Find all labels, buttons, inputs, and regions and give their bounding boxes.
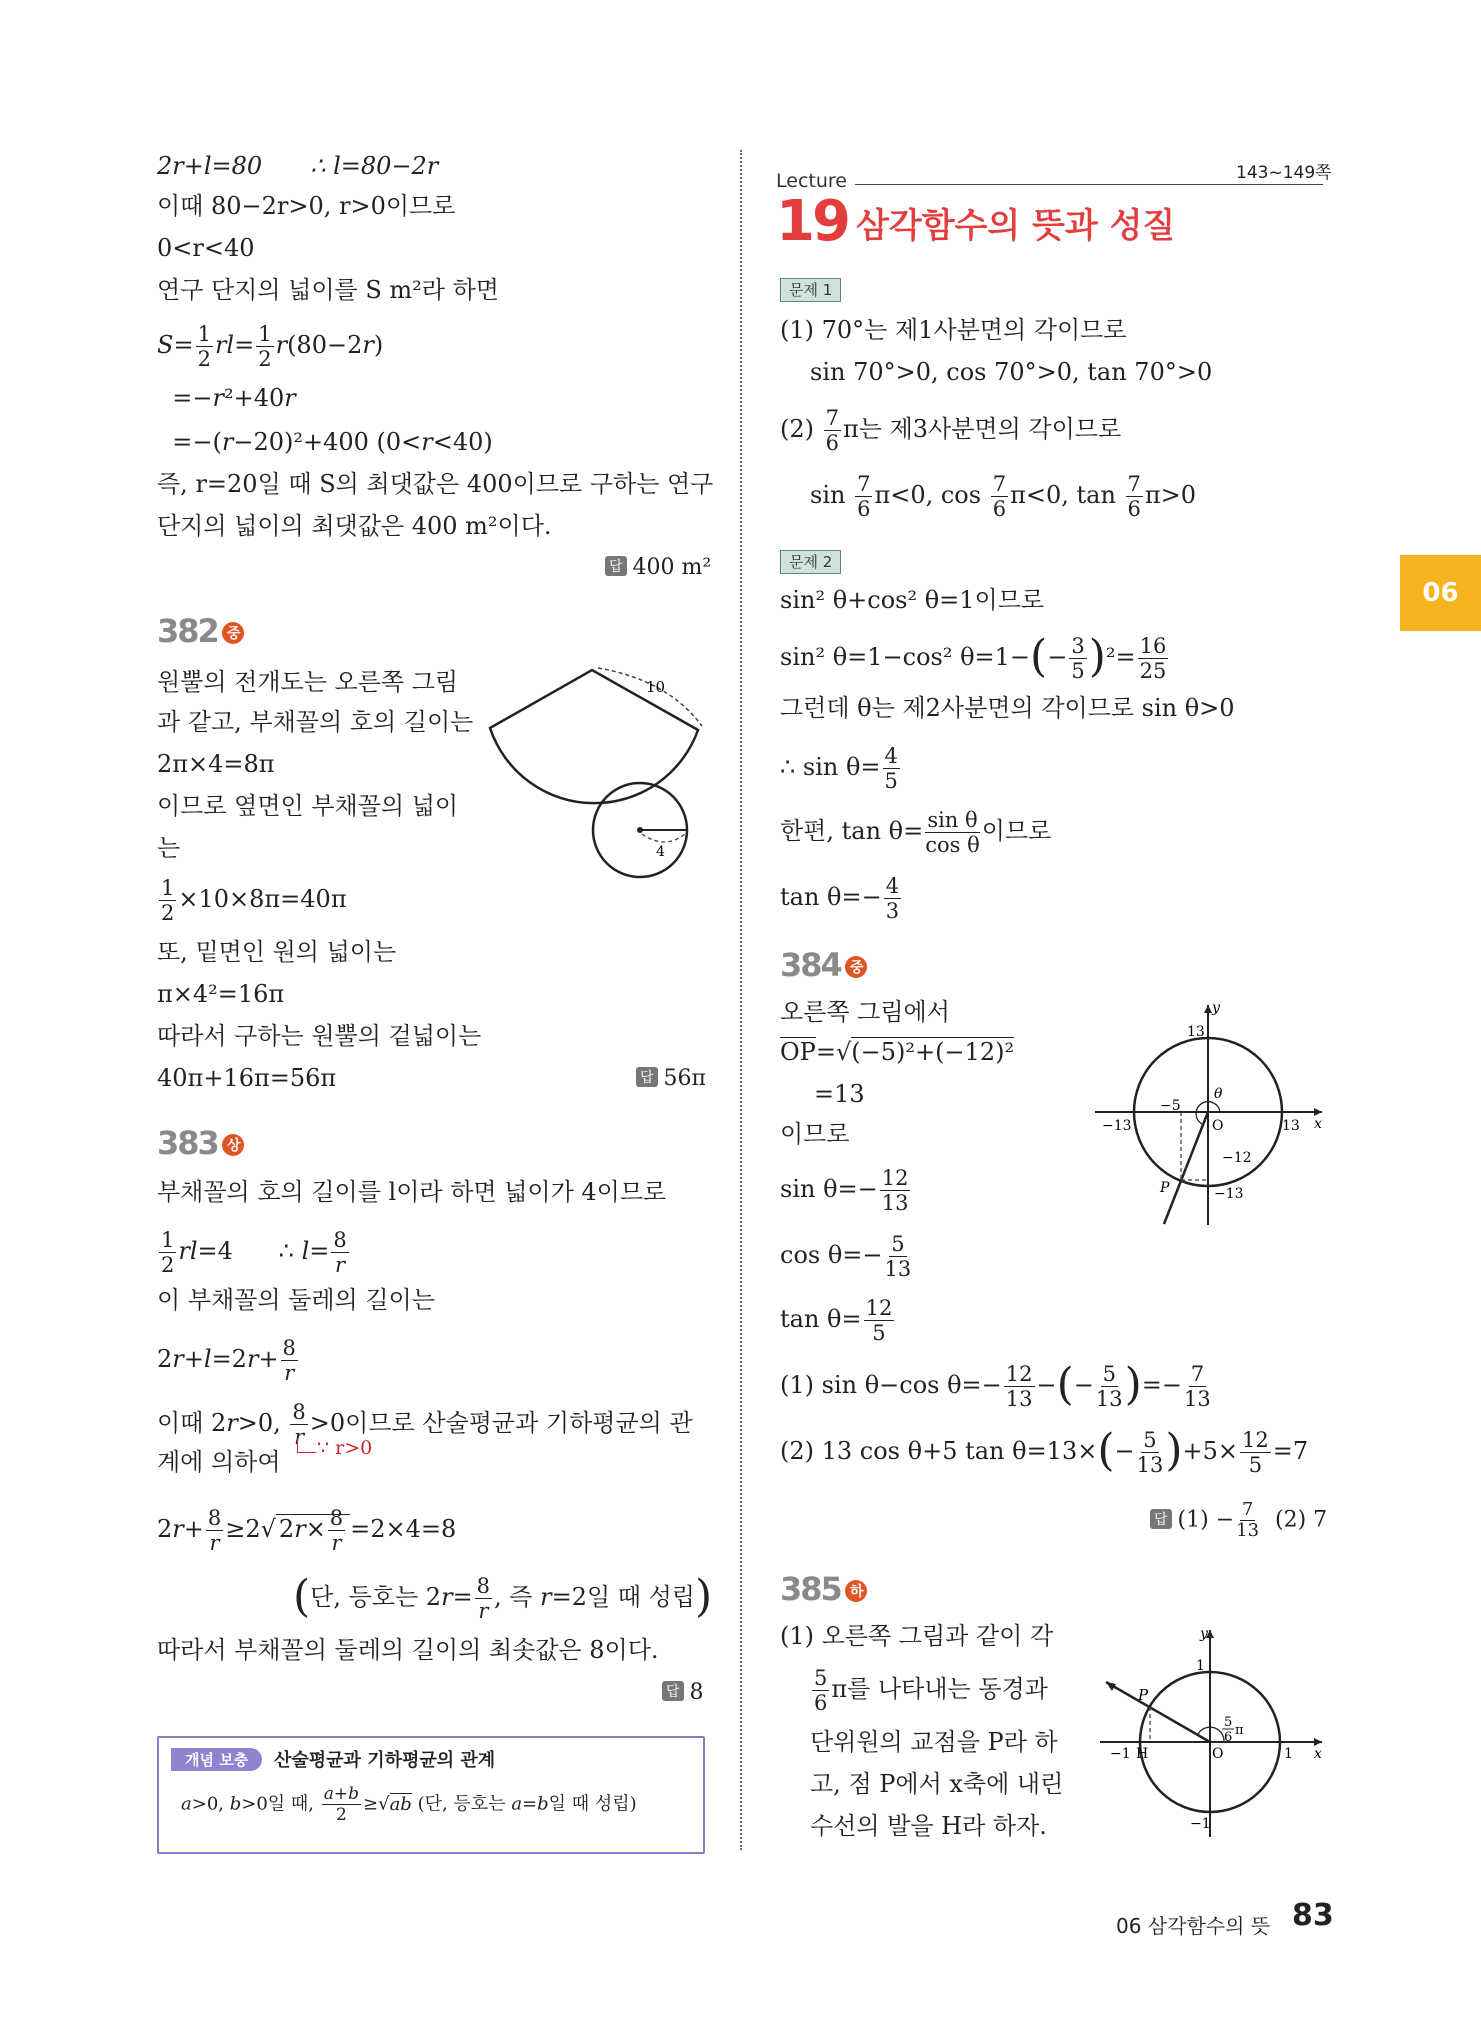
math-line: cos θ=− $\frac{5}{13}$ bbox=[780, 1232, 912, 1281]
text-line: 이므로 bbox=[780, 1120, 850, 1148]
label-4: 4 bbox=[656, 844, 665, 860]
note-text: ∵ r>0 bbox=[317, 1437, 373, 1459]
text-line: (1) 70°는 제1사분면의 각이므로 bbox=[780, 316, 1127, 344]
svg-text:−13: −13 bbox=[1102, 1118, 1132, 1134]
text-line: 오른쪽 그림에서 bbox=[780, 998, 950, 1026]
text-line: 그런데 θ는 제2사분면의 각이므로 sin θ>0 bbox=[780, 694, 1235, 722]
svg-text:−12: −12 bbox=[1222, 1150, 1252, 1166]
cone-net-figure bbox=[480, 660, 720, 890]
text-line: 2r+l=80 ∴ l=80−2r bbox=[157, 152, 439, 180]
text-line: 0<r<40 bbox=[157, 234, 255, 262]
math-line: sin $\frac{7}{6}$ π<0, cos $\frac{7}{6}$ π<0, tan $\frac{7}{6}$ π>0 bbox=[810, 472, 1197, 521]
svg-text:θ: θ bbox=[1214, 1086, 1223, 1102]
answer-icon: 답 bbox=[1150, 1509, 1172, 1529]
text-line: 고, 점 P에서 x축에 내린 bbox=[810, 1770, 1064, 1798]
svg-text:x: x bbox=[1314, 1116, 1322, 1132]
problem-tag-1: 문제 1 bbox=[780, 278, 841, 302]
answer-383: 답 8 bbox=[662, 1680, 704, 1705]
problem-385-number: 385 하 bbox=[780, 1570, 867, 1608]
circle-figure-384 bbox=[1090, 1000, 1330, 1230]
svg-text:−1: −1 bbox=[1190, 1816, 1211, 1832]
svg-text:13: 13 bbox=[1282, 1118, 1300, 1134]
math-line: ∴ sin θ= $\frac{4}{5}$ bbox=[780, 744, 898, 793]
math-line: 한편, tan θ= $\frac{\text{sin θ}}{\text{cos θ}}$ 이므로 bbox=[780, 808, 1052, 857]
math-line: $\frac{1}{2}$ ×10×8π=40π bbox=[161, 876, 347, 925]
problem-384-number: 384 중 bbox=[780, 946, 867, 984]
text-line: 즉, r=20일 때 S의 최댓값은 400이므로 구하는 연구 bbox=[157, 470, 714, 498]
problem-tag-2: 문제 2 bbox=[780, 550, 841, 574]
answer-384: 답 (1) − $\frac{7}{13}$ (2) 7 bbox=[1150, 1500, 1327, 1541]
answer-382: 답 56π bbox=[636, 1066, 706, 1091]
text-line: 단지의 넓이의 최댓값은 400 m²이다. bbox=[157, 512, 552, 540]
svg-text:−13: −13 bbox=[1214, 1186, 1244, 1202]
math-line: tan θ= $\frac{12}{5}$ bbox=[780, 1296, 893, 1345]
text-line: 는 bbox=[157, 834, 181, 862]
text-line: 수선의 발을 H라 하자. bbox=[810, 1812, 1047, 1840]
math-line: 2r+ $\frac{8}{r}$ ≥2√ 2r× $\frac{8}{r}$ =2×4=8 bbox=[157, 1506, 457, 1555]
text-line: sin 70°>0, cos 70°>0, tan 70°>0 bbox=[810, 358, 1213, 386]
text-line: 연구 단지의 넓이를 S m²라 하면 bbox=[157, 276, 499, 304]
text-line: 이므로 옆면인 부채꼴의 넓이 bbox=[157, 792, 459, 820]
math-line: =−(r−20)²+400 (0<r<40) bbox=[157, 428, 493, 456]
chapter-side-tab: 06 bbox=[1400, 555, 1481, 631]
answer-icon: 답 bbox=[636, 1067, 658, 1087]
svg-text:O: O bbox=[1212, 1118, 1224, 1134]
math-line: sin θ=− $\frac{12}{13}$ bbox=[780, 1166, 909, 1215]
svg-text:O: O bbox=[1212, 1746, 1224, 1762]
text-line: (1) 오른쪽 그림과 같이 각 bbox=[780, 1622, 1054, 1650]
math-line: (단, 등호는 2r= $\frac{8}{r}$ , 즉 r=2일 때 성립) bbox=[293, 1571, 713, 1623]
math-line: 이때 2r>0, $\frac{8}{r}$ >0이므로 산술평균과 기하평균의 관 bbox=[157, 1400, 693, 1449]
level-badge: 하 bbox=[845, 1580, 867, 1602]
answer-icon: 답 bbox=[605, 556, 627, 576]
note-tag: 개념 보충 bbox=[171, 1748, 262, 1771]
note-body: a>0, b>0일 때, $\frac{a+b}{2}$ ≥√ab (단, 등호는 a=b일 때 성립) bbox=[181, 1784, 637, 1825]
math-line: sin² θ+cos² θ=1이므로 bbox=[780, 586, 1045, 614]
svg-text:13: 13 bbox=[1187, 1024, 1205, 1040]
header-rule bbox=[855, 184, 1323, 185]
math-line: (2) $\frac{7}{6}$ π는 제3사분면의 각이므로 bbox=[780, 406, 1122, 455]
text-line: 부채꼴의 호의 길이를 l이라 하면 넓이가 4이므로 bbox=[157, 1178, 667, 1206]
svg-text:P: P bbox=[1138, 1686, 1149, 1704]
note-title: 산술평균과 기하평균의 관계 bbox=[274, 1750, 496, 1771]
text-line: 40π+16π=56π bbox=[157, 1064, 337, 1092]
text-line: 단위원의 교점을 P라 하 bbox=[810, 1728, 1058, 1756]
svg-text:π: π bbox=[1235, 1723, 1244, 1738]
concept-note-box bbox=[157, 1736, 705, 1854]
problem-383-number: 383 상 bbox=[157, 1124, 244, 1162]
note-mark bbox=[297, 1438, 316, 1453]
text-line: 원뿔의 전개도는 오른쪽 그림 bbox=[157, 668, 459, 696]
math-line: tan θ=− $\frac{4}{3}$ bbox=[780, 874, 900, 923]
page-number: 83 bbox=[1292, 1898, 1334, 1933]
math-line: =−r²+40r bbox=[157, 384, 296, 412]
text-line: =13 bbox=[814, 1080, 865, 1108]
text-line: 따라서 구하는 원뿔의 겉넓이는 bbox=[157, 1022, 482, 1050]
text-line: 이때 80−2r>0, r>0이므로 bbox=[157, 192, 456, 220]
svg-text:6: 6 bbox=[1224, 1730, 1233, 1745]
footer-chapter: 06 삼각함수의 뜻 bbox=[1116, 1914, 1271, 1938]
text-line: 또, 밑면인 원의 넓이는 bbox=[157, 938, 397, 966]
math-line: (2) 13 cos θ+5 tan θ=13×(− $\frac{5}{13}$ )+5× $\frac{12}{5}$ =7 bbox=[780, 1425, 1309, 1477]
svg-text:H: H bbox=[1136, 1746, 1149, 1762]
level-badge: 중 bbox=[222, 622, 244, 644]
svg-text:P: P bbox=[1160, 1180, 1170, 1196]
page-range: 143~149쪽 bbox=[1236, 163, 1332, 183]
lecture-label: Lecture bbox=[776, 170, 847, 192]
svg-text:−5: −5 bbox=[1160, 1098, 1181, 1114]
svg-text:−1: −1 bbox=[1110, 1746, 1131, 1762]
level-badge: 중 bbox=[845, 956, 867, 978]
problem-382-number: 382 중 bbox=[157, 612, 244, 650]
math-line: S= $\frac{1}{2}$ rl= $\frac{1}{2}$ r(80−2r) bbox=[157, 322, 384, 371]
text-line: 계에 의하여 bbox=[157, 1448, 281, 1476]
answer-381: 답 400 m² bbox=[605, 555, 711, 580]
math-line: 2r+l=2r+ $\frac{8}{r}$ bbox=[157, 1336, 296, 1385]
math-line: sin² θ=1−cos² θ=1−(− $\frac{3}{5}$ )²= $\frac{16}{25}$ bbox=[780, 631, 1167, 683]
text-line: π×4²=16π bbox=[157, 980, 285, 1008]
label-10: 10 bbox=[646, 678, 666, 696]
math-line: OP=√(−5)²+(−12)² bbox=[780, 1038, 1015, 1066]
svg-text:y: y bbox=[1200, 1626, 1208, 1642]
text-line: 2π×4=8π bbox=[157, 750, 275, 778]
level-badge: 상 bbox=[222, 1134, 244, 1156]
svg-text:1: 1 bbox=[1284, 1746, 1293, 1762]
svg-text:y: y bbox=[1212, 1000, 1220, 1016]
math-line: $\frac{1}{2}$ rl=4 ∴ l= $\frac{8}{r}$ bbox=[161, 1228, 347, 1277]
svg-text:1: 1 bbox=[1196, 1658, 1205, 1674]
text-line: 따라서 부채꼴의 둘레의 길이의 최솟값은 8이다. bbox=[157, 1636, 659, 1664]
answer-icon: 답 bbox=[662, 1681, 684, 1701]
svg-text:5: 5 bbox=[1224, 1715, 1233, 1730]
lecture-number: 19 bbox=[776, 189, 848, 254]
text-line: 과 같고, 부채꼴의 호의 길이는 bbox=[157, 708, 474, 736]
text-line: 이 부채꼴의 둘레의 길이는 bbox=[157, 1286, 435, 1314]
column-divider bbox=[740, 150, 742, 1850]
svg-text:x: x bbox=[1314, 1746, 1322, 1762]
lecture-title: 삼각함수의 뜻과 성질 bbox=[856, 206, 1176, 246]
unit-circle-figure-385 bbox=[1090, 1622, 1330, 1842]
math-line: (1) sin θ−cos θ=− $\frac{12}{13}$ −(− $\frac{5}{13}$ )=− $\frac{7}{13}$ bbox=[780, 1359, 1211, 1411]
math-line: $\frac{5}{6}$ π를 나타내는 동경과 bbox=[814, 1666, 1048, 1715]
